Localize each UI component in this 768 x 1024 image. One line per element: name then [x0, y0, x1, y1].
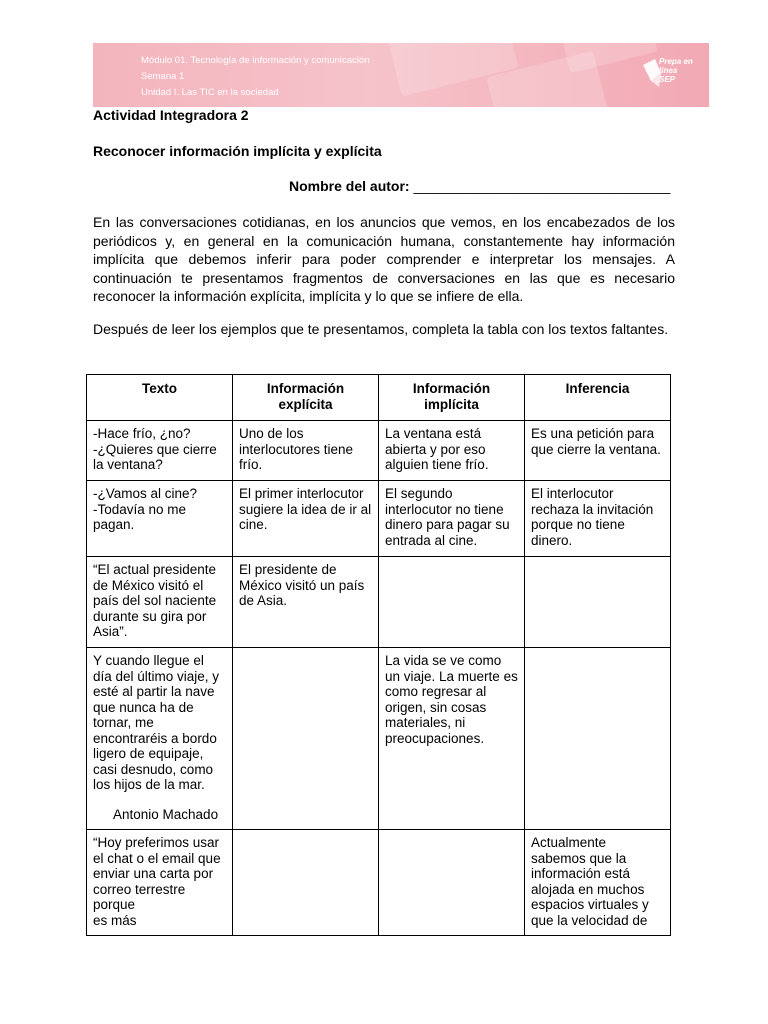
table-row: [87, 830, 671, 936]
cell-explicita[interactable]: [233, 648, 379, 830]
table-row: [87, 481, 671, 557]
poem-text: Y cuando llegue el día del último viaje, y esté al partir la nave que nunca ha de tornar, me encontraréis a bordo ligero de equipaje, casi desnudo, como los hijos de la mar.: [93, 653, 220, 792]
header-explicita: Información explícita: [233, 375, 379, 421]
activity-table: [86, 374, 671, 936]
activity-title: Actividad Integradora 2: [93, 107, 249, 123]
cell-implicita[interactable]: [379, 557, 525, 648]
cell-implicita: El segundo interlocutor no tiene dinero para pagar su entrada al cine.: [379, 481, 525, 557]
header-inferencia: Inferencia: [525, 375, 671, 421]
logo-text: Prepa en línea SEP: [659, 57, 693, 84]
poem-author: Antonio Machado: [113, 806, 219, 822]
table-header-row: [87, 375, 671, 421]
table-row: [87, 648, 671, 830]
cell-explicita: Uno de los interlocutores tiene frío.: [233, 421, 379, 481]
header-text: [141, 53, 370, 101]
cell-explicita: El primer interlocutor sugiere la idea de ir al cine.: [233, 481, 379, 557]
cell-inferencia: Es una petición para que cierre la ventana.: [525, 421, 671, 481]
header-week: Semana 1: [141, 71, 185, 82]
cell-implicita[interactable]: [379, 830, 525, 936]
cell-texto: -Hace frío, ¿no? -¿Quieres que cierre la ventana?: [87, 421, 233, 481]
header-texto: Texto: [87, 375, 233, 421]
author-label: Nombre del autor:: [289, 178, 410, 194]
cell-implicita: La ventana está abierta y por eso alguien tiene frío.: [379, 421, 525, 481]
author-blank[interactable]: _________________________________: [413, 178, 671, 194]
cell-texto: “Hoy preferimos usar el chat o el email que enviar una carta por correo terrestre porque es más: [87, 830, 233, 936]
cell-inferencia: Actualmente sabemos que la información está alojada en muchos espacios virtuales y que la velocidad de: [525, 830, 671, 936]
header-implicita: Información implícita: [379, 375, 525, 421]
cell-implicita: La vida se ve como un viaje. La muerte es como regresar al origen, sin cosas materiales, ni preocupaciones.: [379, 648, 525, 830]
header-module: Módulo 01. Tecnología de información y comunicación: [141, 55, 370, 66]
prepa-en-linea-logo: [639, 55, 695, 95]
header-unit: Unidad I. Las TIC en la sociedad: [141, 87, 279, 98]
cell-inferencia[interactable]: [525, 648, 671, 830]
cell-inferencia[interactable]: [525, 557, 671, 648]
table-row: [87, 421, 671, 481]
cell-texto: “El actual presidente de México visitó el país del sol naciente durante su gira por Asia”.: [87, 557, 233, 648]
cell-texto: -¿Vamos al cine? -Todavía no me pagan.: [87, 481, 233, 557]
cell-texto: [87, 648, 233, 830]
cell-explicita[interactable]: [233, 830, 379, 936]
author-line: [289, 178, 670, 194]
cell-explicita: El presidente de México visitó un país de Asia.: [233, 557, 379, 648]
cell-inferencia: El interlocutor rechaza la invitación porque no tiene dinero.: [525, 481, 671, 557]
table-row: [87, 557, 671, 648]
activity-subtitle: Reconocer información implícita y explícita: [93, 143, 382, 159]
instructions-paragraph: Después de leer los ejemplos que te presentamos, completa la tabla con los textos faltantes.: [93, 321, 669, 337]
header-banner: [93, 43, 709, 107]
intro-paragraph: En las conversaciones cotidianas, en los anuncios que vemos, en los encabezados de los periódicos y, en general en la comunicación humana, constantemente hay información implícita que debemos inferir para poder comprender e interpretar los mensajes. A continuación te presentamos fragmentos de conversaciones en las que es necesario reconocer la información explícita, implícita y lo que se infiere de ella.: [93, 214, 675, 304]
